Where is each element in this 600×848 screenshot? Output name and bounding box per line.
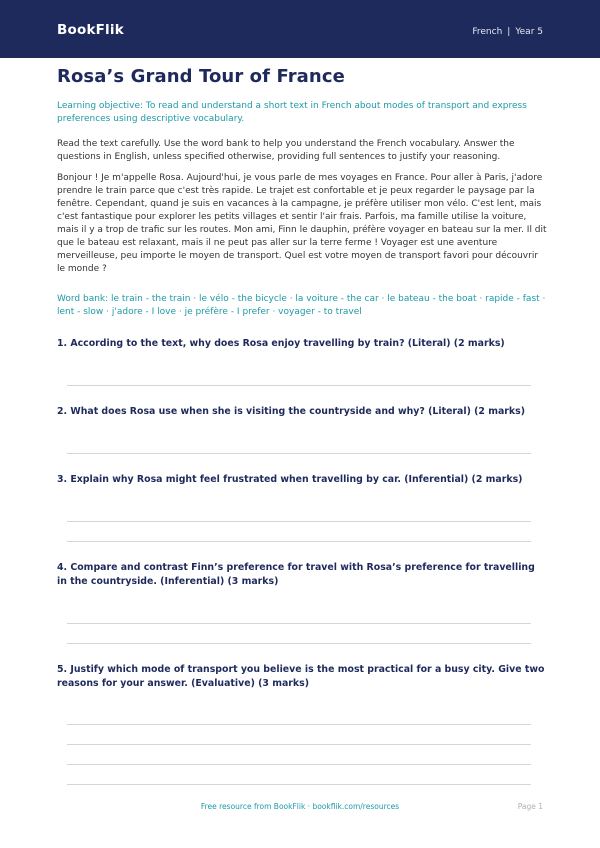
- answer-line[interactable]: [67, 453, 531, 454]
- word-bank: Word bank: le train - the train · le vélo - the bicycle · la voiture - the car · le bateau - the boat · rapide - fast · lent - slow · j'adore - I love · je préfère - I prefer · voyager - to travel: [57, 294, 546, 317]
- learning-objective: Learning objective: To read and understand a short text in French about modes of transport and express preferences using descriptive vocabulary.: [57, 101, 527, 124]
- answer-line[interactable]: [67, 764, 531, 765]
- question-4: 4. Compare and contrast Finn’s preference for travel with Rosa’s preference for travelling in the countryside. (Inferential) (3 marks): [57, 562, 535, 587]
- header-bar: [0, 0, 600, 58]
- question-5: 5. Justify which mode of transport you believe is the most practical for a busy city. Give two reasons for your answer. (Evaluative) (3 marks): [57, 664, 545, 689]
- answer-line[interactable]: [67, 623, 531, 624]
- question-2: 2. What does Rosa use when she is visiting the countryside and why? (Literal) (2 marks): [57, 406, 526, 417]
- answer-line[interactable]: [67, 724, 531, 725]
- answer-line[interactable]: [67, 521, 531, 522]
- answer-line[interactable]: [67, 385, 531, 386]
- subject-year-label: [472, 27, 543, 37]
- answer-line[interactable]: [67, 541, 531, 542]
- page-title: Rosa’s Grand Tour of France: [57, 66, 345, 87]
- subject-label: French: [472, 27, 503, 37]
- answer-line[interactable]: [67, 744, 531, 745]
- brand-logo: BookFlik: [57, 22, 124, 38]
- answer-line[interactable]: [67, 643, 531, 644]
- year-label: Year 5: [515, 27, 543, 37]
- question-1: 1. According to the text, why does Rosa enjoy travelling by train? (Literal) (2 marks): [57, 338, 505, 349]
- question-3: 3. Explain why Rosa might feel frustrated when travelling by car. (Inferential) (2 marks): [57, 474, 523, 485]
- footer-credit[interactable]: Free resource from BookFlik · bookflik.com/resources: [200, 802, 400, 811]
- header-separator: |: [507, 27, 511, 37]
- answer-line[interactable]: [67, 784, 531, 785]
- reading-passage: Bonjour ! Je m'appelle Rosa. Aujourd'hui, je vous parle de mes voyages en France. Pour aller à Paris, j'adore prendre le train parce que c'est très rapide. Le trajet est confortable et je peux regarder le paysage par la fenêtre. Cependant, quand je suis en vacances à la campagne, je préfère utiliser mon vélo. C'est lent, mais c'est fantastique pour explorer les petits villages et sentir l'air frais. Parfois, ma famille utilise la voiture, mais il y a trop de trafic sur les routes. Mon ami, Finn le dauphin, préfère voyager en bateau sur la mer. Il dit que le bateau est relaxant, mais il ne peut pas aller sur la terre ferme ! Voyager est une aventure merveilleuse, peu importe le moyen de transport. Quel est votre moyen de transport favori pour découvrir le monde ?: [57, 173, 547, 274]
- page-number: Page 1: [517, 802, 543, 811]
- instructions-text: Read the text carefully. Use the word bank to help you understand the French vocabulary. Answer the questions in English, unless specified otherwise, providing full sentences to justify your reasoning.: [57, 139, 515, 162]
